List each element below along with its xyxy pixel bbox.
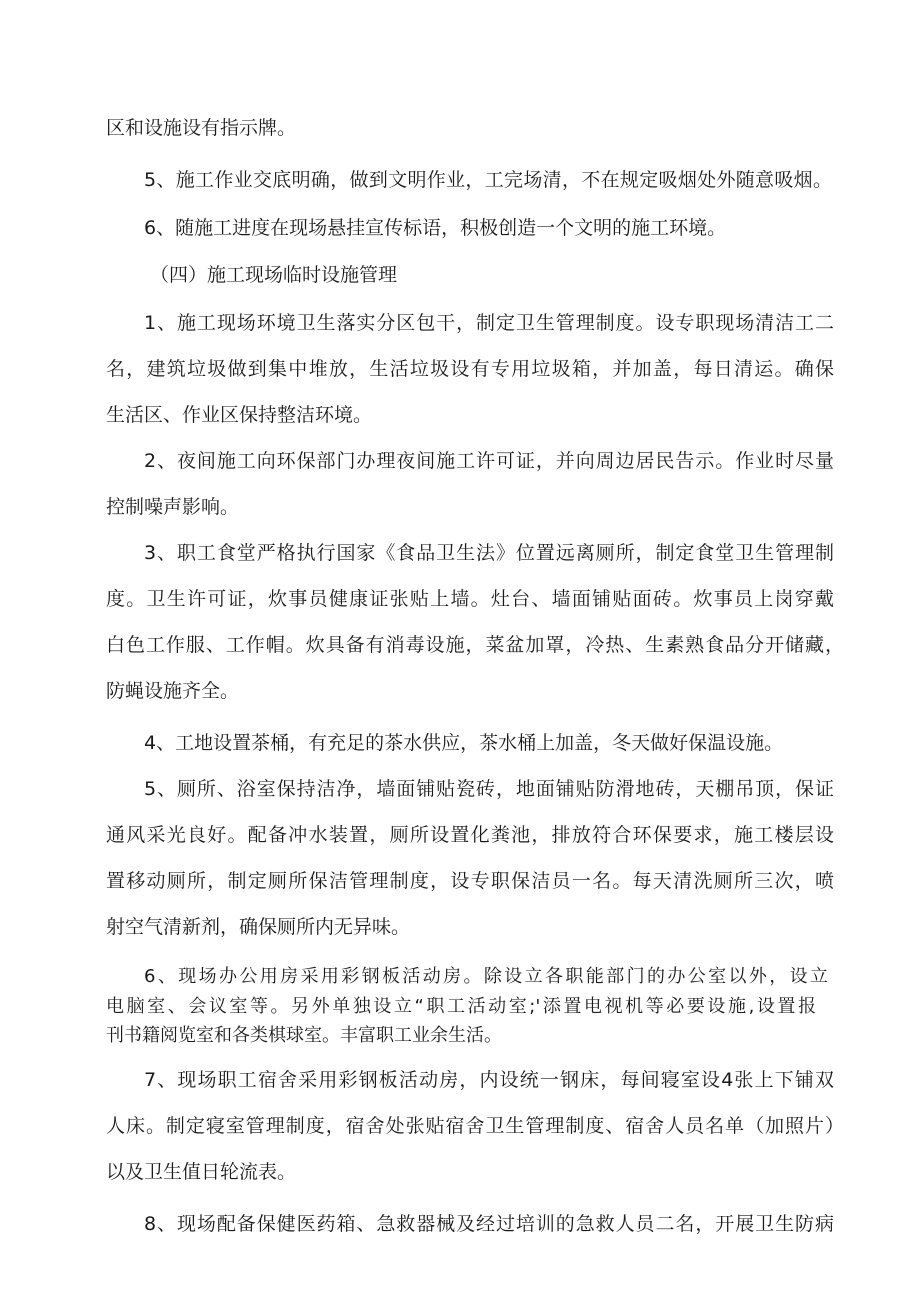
section-heading: （四）施工现场临时设施管理 — [150, 264, 398, 286]
paragraph-line: 电脑室、会议室等。另外单独设立“职工活动室;'添置电视机等必要设施,设置报 — [106, 996, 816, 1017]
paragraph-line: 7、现场职工宿舍采用彩钢板活动房，内设统一钢床，每间寝室设4张上下铺双 — [144, 1069, 834, 1091]
paragraph-line: 5、施工作业交底明确，做到文明作业，工完场清，不在规定吸烟处外随意吸烟。 — [144, 169, 832, 191]
paragraph-line: 通风采光良好。配备冲水装置，厕所设置化粪池，排放符合环保要求，施工楼层设 — [106, 824, 834, 846]
paragraph-line: 以及卫生值日轮流表。 — [106, 1161, 297, 1183]
paragraph-line: 3、职工食堂严格执行国家《食品卫生法》位置远离厕所，制定食堂卫生管理制 — [144, 542, 834, 564]
paragraph-line: 5、厕所、浴室保持洁净，墙面铺贴瓷砖，地面铺贴防滑地砖，天棚吊顶，保证 — [144, 778, 834, 800]
paragraph-line: 刊书籍阅览室和各类棋球室。丰富职工业余生活。 — [106, 1025, 502, 1046]
paragraph-line: 置移动厕所，制定厕所保洁管理制度，设专职保洁员一名。每天清洗厕所三次，喷 — [106, 870, 834, 892]
paragraph-line: 6、现场办公用房采用彩钢板活动房。除设立各职能部门的办公室以外，设立 — [144, 966, 828, 987]
paragraph-line: 白色工作服、工作帽。炊具备有消毒设施，菜盆加罩，冷热、生素熟食品分开储藏， — [106, 634, 844, 656]
paragraph-line: 人床。制定寝室管理制度，宿舍处张贴宿舍卫生管理制度、宿舍人员名单（加照片） — [106, 1115, 844, 1137]
paragraph-line: 名，建筑垃圾做到集中堆放，生活垃圾设有专用垃圾箱，并加盖，每日清运。确保 — [106, 358, 834, 380]
paragraph-line: 1、施工现场环境卫生落实分区包干，制定卫生管理制度。设专职现场清洁工二 — [144, 312, 834, 334]
paragraph-line: 8、现场配备保健医药箱、急救器械及经过培训的急救人员二名，开展卫生防病 — [144, 1213, 834, 1235]
paragraph-line: 6、随施工进度在现场悬挂宣传标语，积极创造一个文明的施工环境。 — [144, 217, 727, 239]
paragraph-line: 区和设施设有指示牌。 — [106, 117, 297, 139]
paragraph-line: 2、夜间施工向环保部门办理夜间施工许可证，并向周边居民告示。作业时尽量 — [144, 450, 834, 472]
paragraph-line: 控制噪声影响。 — [106, 496, 240, 518]
paragraph-line: 4、工地设置茶桶，有充足的茶水供应，茶水桶上加盖，冬天做好保温设施。 — [144, 732, 784, 754]
paragraph-line: 度。卫生许可证，炊事员健康证张贴上墙。灶台、墙面铺贴面砖。炊事员上岗穿戴 — [106, 588, 834, 610]
paragraph-line: 生活区、作业区保持整洁环境。 — [106, 404, 373, 426]
paragraph-line: 射空气清新剂，确保厕所内无异味。 — [106, 916, 411, 938]
paragraph-line: 防蝇设施齐全。 — [106, 680, 240, 702]
